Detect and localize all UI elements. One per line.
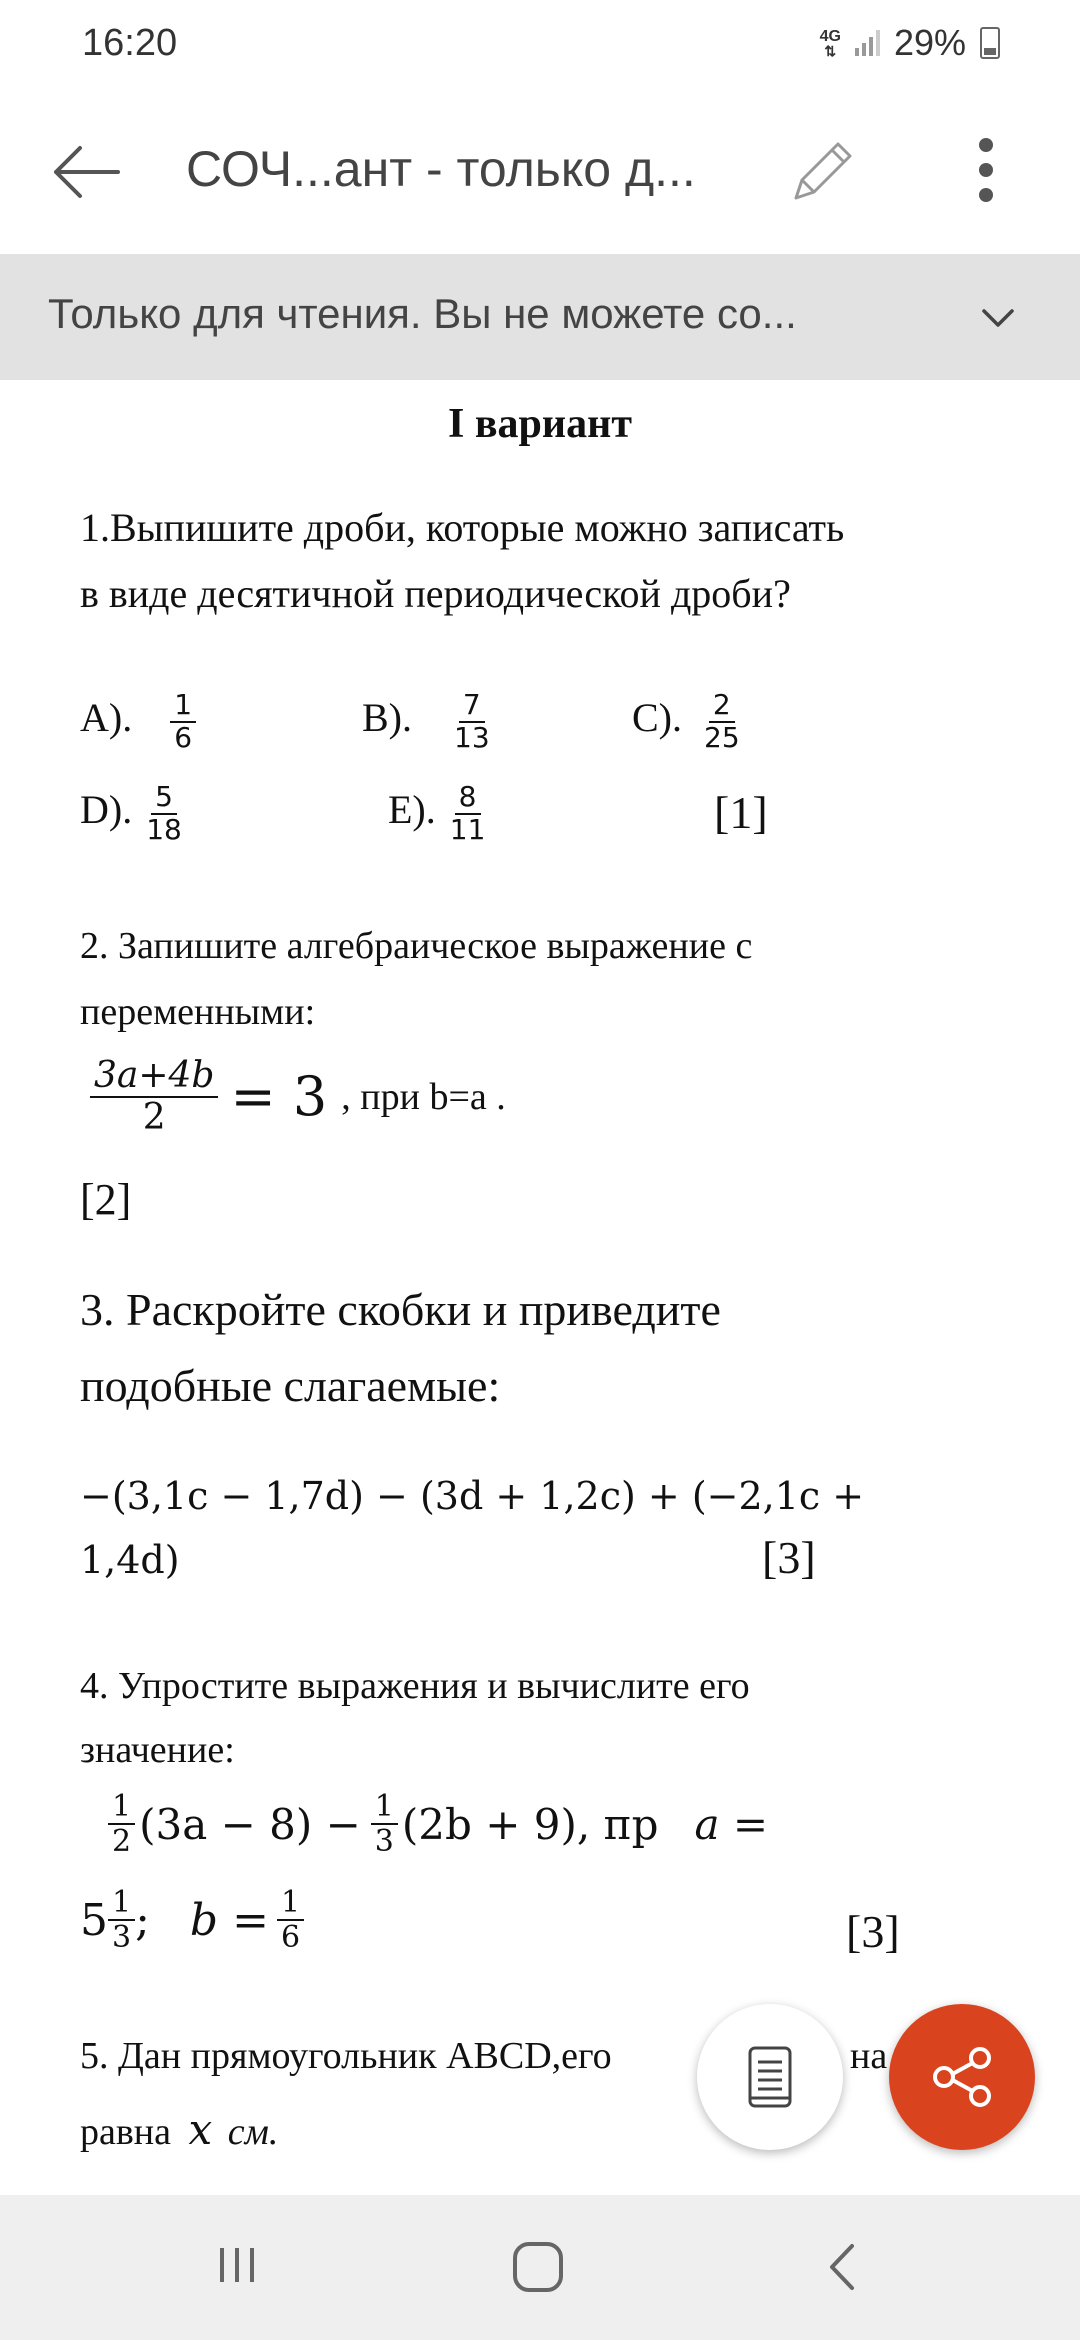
status-icons [820, 22, 1000, 64]
battery-icon [980, 27, 1000, 59]
q1-option-a [80, 686, 196, 754]
network-type-icon: 4G ⇅ [819, 28, 841, 59]
option-label: A). [80, 695, 133, 740]
q2-line1: 2. Запишите алгебраическое выражение с [80, 925, 753, 967]
home-icon[interactable] [510, 2239, 566, 2295]
q4-b-equals: b = [189, 1894, 269, 1946]
recent-apps-icon[interactable] [212, 2240, 262, 2290]
q2-mark: [2] [80, 1175, 132, 1224]
option-label: B). [362, 695, 412, 740]
pencil-icon[interactable] [782, 132, 862, 212]
option-fraction: $\frac{8}{11}$ [449, 780, 486, 846]
document-view-button[interactable] [697, 2004, 843, 2150]
network-label: 4G [819, 28, 841, 45]
app-bar [0, 92, 1080, 254]
q4-mark: [3] [846, 1906, 900, 1957]
q1-option-c [632, 686, 744, 754]
option-label: D). [80, 787, 133, 832]
q2-expression [90, 1056, 506, 1137]
battery-percent: 29% [893, 22, 966, 63]
option-label: C). [632, 695, 682, 740]
option-fraction: $\frac{2}{25}$ [704, 688, 740, 754]
document-title: СОЧ...ант - только д... [186, 141, 696, 197]
variant-heading: I вариант [448, 401, 632, 447]
q5-line2 [80, 2098, 278, 2164]
q5-line1-end: на [850, 2035, 888, 2077]
share-icon [889, 2004, 1035, 2150]
q1-line1: 1.Выпишите дроби, которые можно записать [80, 505, 845, 550]
q3-mark: [3] [762, 1532, 816, 1583]
q1-mark: [1] [714, 787, 768, 838]
q1-option-e [388, 778, 489, 846]
q5-text: равна [80, 2111, 172, 2153]
q2-line2: переменными: [80, 991, 316, 1033]
q4-expression-line2 [80, 1886, 304, 1954]
q3-line2: подобные слагаемые: [80, 1360, 501, 1411]
option-fraction: $\frac{7}{13}$ [454, 688, 490, 754]
document-body [0, 380, 1080, 2195]
system-nav-bar [0, 2195, 1080, 2340]
q1-option-b [362, 686, 494, 754]
q1-line2: в виде десятичной периодической дроби? [80, 571, 791, 616]
q4-expression-line1 [108, 1790, 768, 1858]
q4-part1: (3a − 8) − [139, 1799, 361, 1849]
back-arrow-icon[interactable] [50, 142, 120, 202]
back-icon[interactable] [822, 2240, 862, 2294]
q5-line1-start: 5. Дан прямоугольник ABCD,его [80, 2035, 612, 2077]
document-icon [697, 2004, 843, 2150]
signal-icon [855, 30, 880, 56]
q2-rhs: = 3 [230, 1065, 328, 1129]
share-button[interactable] [889, 2004, 1035, 2150]
read-only-banner[interactable] [0, 254, 1080, 380]
q4-line1: 4. Упростите выражения и вычислите его [80, 1665, 750, 1707]
q2-fraction: $\frac{3a+4b}{2}$ [90, 1056, 218, 1137]
q3-line1: 3. Раскройте скобки и приведите [80, 1284, 721, 1335]
option-fraction: $\frac{5}{18}$ [146, 780, 182, 846]
q4-b-fraction: $\frac{1}{6}$ [277, 1886, 304, 1954]
q3-expression-line1: −(3,1c − 1,7d) − (3d + 1,2c) + (−2,1c + [80, 1474, 865, 1518]
chevron-down-icon[interactable] [978, 298, 1018, 338]
status-bar [0, 0, 1080, 92]
option-fraction: $\frac{1}{6}$ [170, 690, 196, 754]
q2-tail: , при b=a . [341, 1075, 506, 1118]
read-only-text: Только для чтения. Вы не можете со... [48, 290, 797, 337]
q3-expression-line2: 1,4d) [80, 1538, 180, 1582]
status-time: 16:20 [82, 22, 178, 64]
q4-whole: 5 [80, 1894, 108, 1946]
option-label: E). [388, 787, 436, 832]
q4-semicolon: ; [135, 1894, 150, 1946]
q4-half: $\frac{1}{2}$ [108, 1790, 135, 1858]
q5-unit: см. [227, 2111, 279, 2153]
more-vert-icon[interactable] [968, 138, 1004, 210]
q4-part2: (2b + 9), пр [401, 1799, 659, 1849]
q1-option-d [80, 778, 186, 846]
q4-line2: значение: [80, 1729, 235, 1771]
q4-third: $\frac{1}{3}$ [371, 1790, 398, 1858]
q4-mixed-fraction: $\frac{1}{3}$ [108, 1886, 135, 1954]
q4-a-equals: a = [694, 1799, 769, 1849]
q5-variable: x [188, 2105, 213, 2154]
